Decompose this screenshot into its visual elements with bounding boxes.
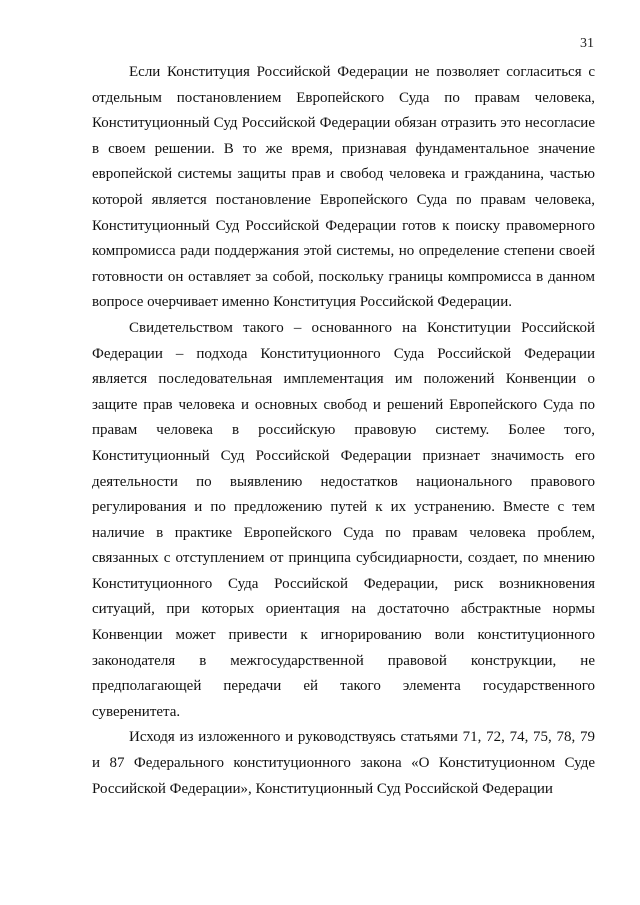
paragraph-2: Свидетельством такого – основанного на Конституции Российской Федерации – подхода Конституционного Суда Российской Федерации является последовательная имплементация им положений Конвенции о защите прав человека и основных свобод и решений Европейского Суда по правам человека в российскую правовую систему. Более того, Конституционный Суд Российской Федерации признает значимость его деятельности по выявлению недостатков национального правового регулирования и по предложению путей к их устранению. Вместе с тем наличие в практике Европейского Суда по правам человека проблем, связанных с отступлением от принципа субсидиарности, создает, по мнению Конституционного Суда Российской Федерации, риск возникновения ситуаций, при которых ориентация на достаточно абстрактные нормы Конвенции может привести к игнорированию воли конституционного законодателя в межгосударственной правовой конструкции, не предполагающей передачи ей такого элемента государственного суверенитета.: [92, 319, 595, 720]
page-number: 31: [580, 36, 594, 51]
document-body: [92, 60, 595, 802]
paragraph-3: Исходя из изложенного и руководствуясь статьями 71, 72, 74, 75, 78, 79 и 87 Федерального конституционного закона «О Конституционном Суде Российской Федерации», Конституционный Суд Российской Федерации: [92, 729, 595, 797]
paragraph-1: Если Конституция Российской Федерации не позволяет согласиться с отдельным постановлением Европейского Суда по правам человека, Конституционный Суд Российской Федерации обязан отразить это несогласие в своем решении. В то же время, признавая фундаментальное значение европейской системы защиты прав и свобод человека и гражданина, частью которой является постановление Европейского Суда по правам человека, Конституционный Суд Российской Федерации готов к поиску правомерного компромисса ради поддержания этой системы, но определение степени своей готовности он оставляет за собой, поскольку границы компромисса в данном вопросе очерчивает именно Конституция Российской Федерации.: [92, 64, 595, 311]
